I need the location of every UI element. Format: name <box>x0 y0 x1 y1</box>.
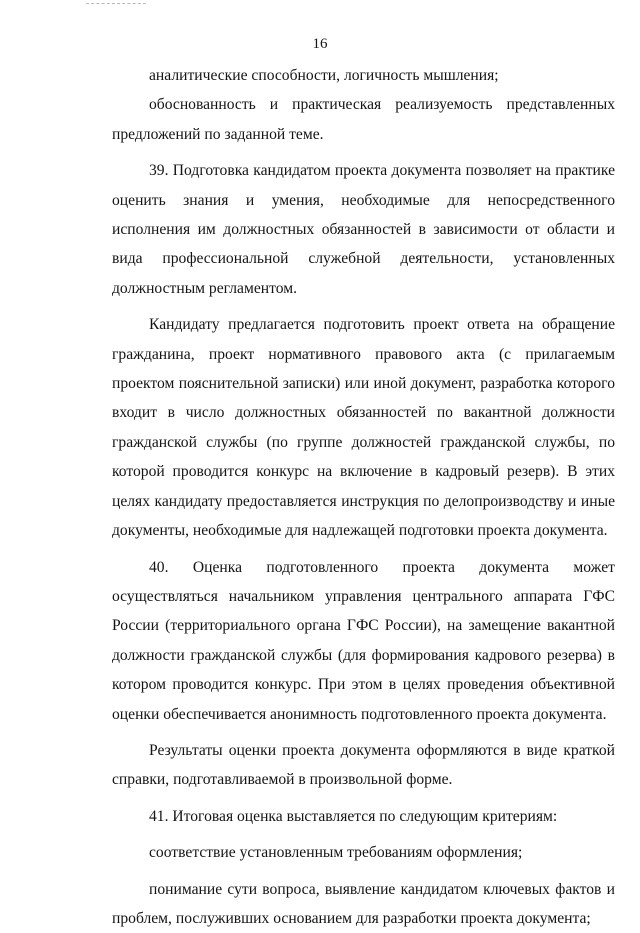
paragraph-candidate-task: Кандидату предлагается подготовить проект ответа на обращение гражданина, проект нормативного правового акта (с прилагаемым проектом пояснительной записки) или иной документ, разработка которого входит в число должностных обязанностей по вакантной должности гражданской службы (по группе должностей гражданской службы, по которой проводится конкурс на включение в кадровый резерв). В этих целях кандидату предоставляется инструкция по делопроизводству и иные документы, необходимые для надлежащей подготовки проекта документа. <box>112 316 615 540</box>
paragraph-item-41: 41. Итоговая оценка выставляется по следующим критериям: <box>149 807 558 825</box>
paragraph-criterion-understanding: понимание сути вопроса, выявление кандидатом ключевых фактов и проблем, послуживших основанием для разработки проекта документа; <box>112 880 615 927</box>
paragraph-evaluation-results: Результаты оценки проекта документа оформляются в виде краткой справки, подготавливаемой в произвольной форме. <box>112 741 615 789</box>
scan-artifact <box>86 3 146 6</box>
paragraph-analytical-abilities: аналитические способности, логичность мышления; <box>149 67 499 84</box>
paragraph-criterion-formatting: соответствие установленным требованиям оформления; <box>149 844 523 862</box>
document-body <box>112 61 615 933</box>
page-number: 16 <box>312 36 328 52</box>
paragraph-validity-of-proposals: обоснованность и практическая реализуемость представленных предложений по заданной теме. <box>112 96 615 143</box>
paragraph-item-40: 40. Оценка подготовленного проекта документа может осуществляться начальником управления центрального аппарата ГФС России (территориального органа ГФС России), на замещение вакантной должности гражданской службы (для формирования кадрового резерва) в котором проводится конкурс. При этом в целях проведения объективной оценки обеспечивается анонимность подготовленного проекта документа. <box>112 558 615 723</box>
paragraph-item-39: 39. Подготовка кандидатом проекта документа позволяет на практике оценить знания и умения, необходимые для непосредственного исполнения им должностных обязанностей в зависимости от области и вида профессиональной служебной деятельности, установленных должностным регламентом. <box>112 162 615 297</box>
